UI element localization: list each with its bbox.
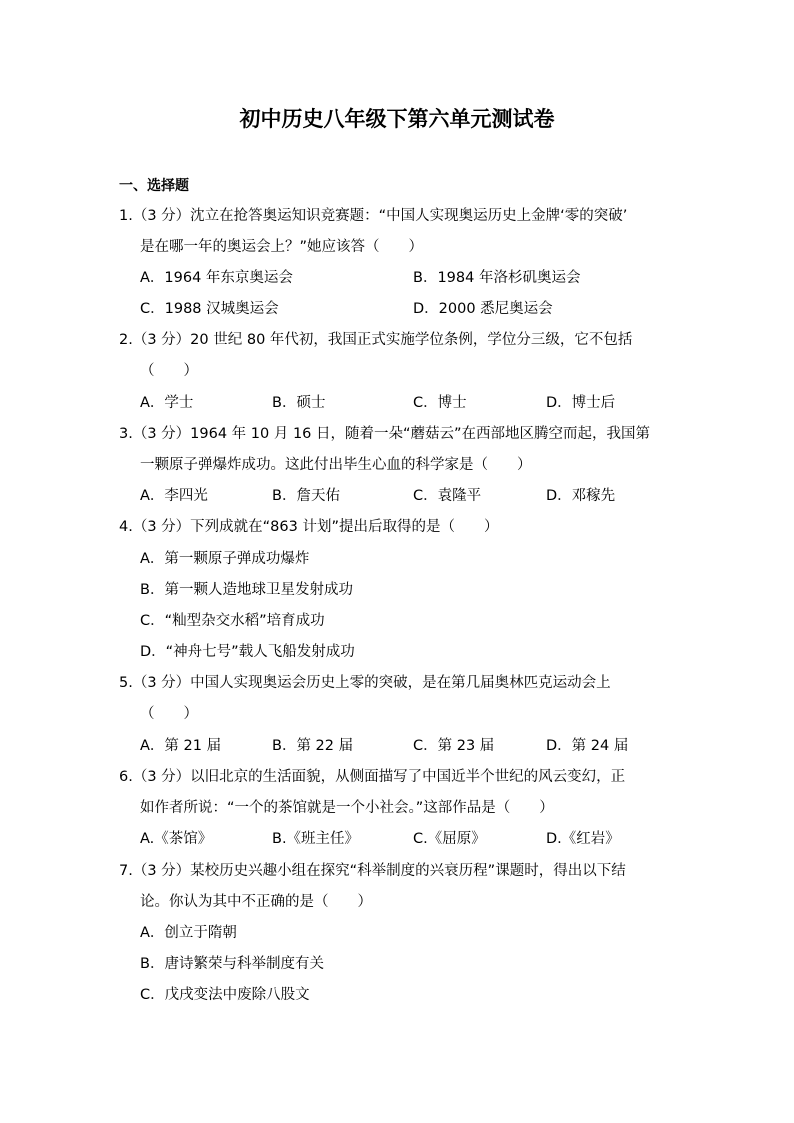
question-7-option-b: B．唐诗繁荣与科举制度有关 (140, 956, 324, 972)
question-3-stem-line-1: 3.（3 分）1964 年 10 月 16 日，随着一朵“蘑菇云”在西部地区腾空而起，我国第 (119, 426, 651, 442)
question-1-option-c: C．1988 汉城奥运会 (140, 301, 279, 317)
question-7-stem-line-2: 论。你认为其中不正确的是（ ） (140, 894, 372, 910)
question-3-option-d: D．邓稼先 (546, 488, 616, 504)
question-2-option-b: B．硕士 (272, 395, 326, 411)
question-7-option-a: A．创立于隋朝 (140, 925, 237, 941)
question-5-option-b: B．第 22 届 (272, 738, 354, 754)
question-5-option-d: D．第 24 届 (546, 738, 629, 754)
question-6-options-row (140, 829, 700, 849)
question-5-stem-line-1: 5.（3 分）中国人实现奥运会历史上零的突破，是在第几届奥林匹克运动会上 (119, 675, 611, 691)
question-3-option-b: B．詹天佑 (272, 488, 340, 504)
question-2-options-row (140, 393, 700, 413)
question-4-option-c: C．“籼型杂交水稻”培育成功 (140, 613, 325, 629)
section-heading: 一、选择题 (119, 178, 189, 194)
question-2-stem-line-2: （ ） (140, 363, 198, 379)
question-3-option-c: C．袁隆平 (413, 488, 482, 504)
question-2-option-d: D．博士后 (546, 395, 616, 411)
question-1-stem-line-2: 是在哪一年的奥运会上？”她应该答（ ） (140, 239, 424, 255)
question-6-option-d: D.《红岩》 (546, 831, 620, 847)
question-3-option-a: A．李四光 (140, 488, 208, 504)
question-5-stem-line-2: （ ） (140, 706, 198, 722)
question-6-stem-line-2: 如作者所说：“一个的茶馆就是一个小社会。”这部作品是（ ） (140, 800, 554, 816)
question-6-option-b: B.《班主任》 (272, 831, 360, 847)
question-1-options-row-2 (140, 299, 700, 319)
question-5-option-c: C．第 23 届 (413, 738, 495, 754)
page-title: 初中历史八年级下第六单元测试卷 (239, 107, 555, 131)
question-3-stem-line-2: 一颗原子弹爆炸成功。这此付出毕生心血的科学家是（ ） (140, 457, 532, 473)
question-1-option-b: B．1984 年洛杉矶奥运会 (413, 270, 581, 286)
question-6-option-a: A.《茶馆》 (140, 831, 213, 847)
question-4-option-a: A．第一颗原子弹成功爆炸 (140, 551, 310, 567)
question-4-option-b: B．第一颗人造地球卫星发射成功 (140, 582, 353, 598)
question-2-stem-line-1: 2.（3 分）20 世纪 80 年代初，我国正式实施学位条例，学位分三级，它不包括 (119, 332, 633, 348)
question-1-option-a: A．1964 年东京奥运会 (140, 270, 293, 286)
question-1-options-row-1 (140, 268, 700, 288)
question-4-stem-line-1: 4.（3 分）下列成就在“863 计划”提出后取得的是（ ） (119, 519, 499, 535)
question-6-stem-line-1: 6.（3 分）以旧北京的生活面貌，从侧面描写了中国近半个世纪的风云变幻，正 (119, 769, 626, 785)
question-1-stem-line-1: 1.（3 分）沈立在抢答奥运知识竞赛题：“中国人实现奥运历史上金牌‘零的突破’ (119, 208, 628, 224)
question-7-option-c: C．戊戌变法中废除八股文 (140, 987, 310, 1003)
question-6-option-c: C.《屈原》 (413, 831, 486, 847)
question-4-option-d: D．“神舟七号”载人飞船发射成功 (140, 644, 355, 660)
question-5-option-a: A．第 21 届 (140, 738, 222, 754)
question-7-stem-line-1: 7.（3 分）某校历史兴趣小组在探究“科举制度的兴衰历程”课题时，得出以下结 (119, 863, 626, 879)
question-2-option-c: C．博士 (413, 395, 467, 411)
question-3-options-row (140, 486, 700, 506)
question-1-option-d: D．2000 悉尼奥运会 (413, 301, 553, 317)
question-2-option-a: A．学士 (140, 395, 194, 411)
question-5-options-row (140, 736, 700, 756)
